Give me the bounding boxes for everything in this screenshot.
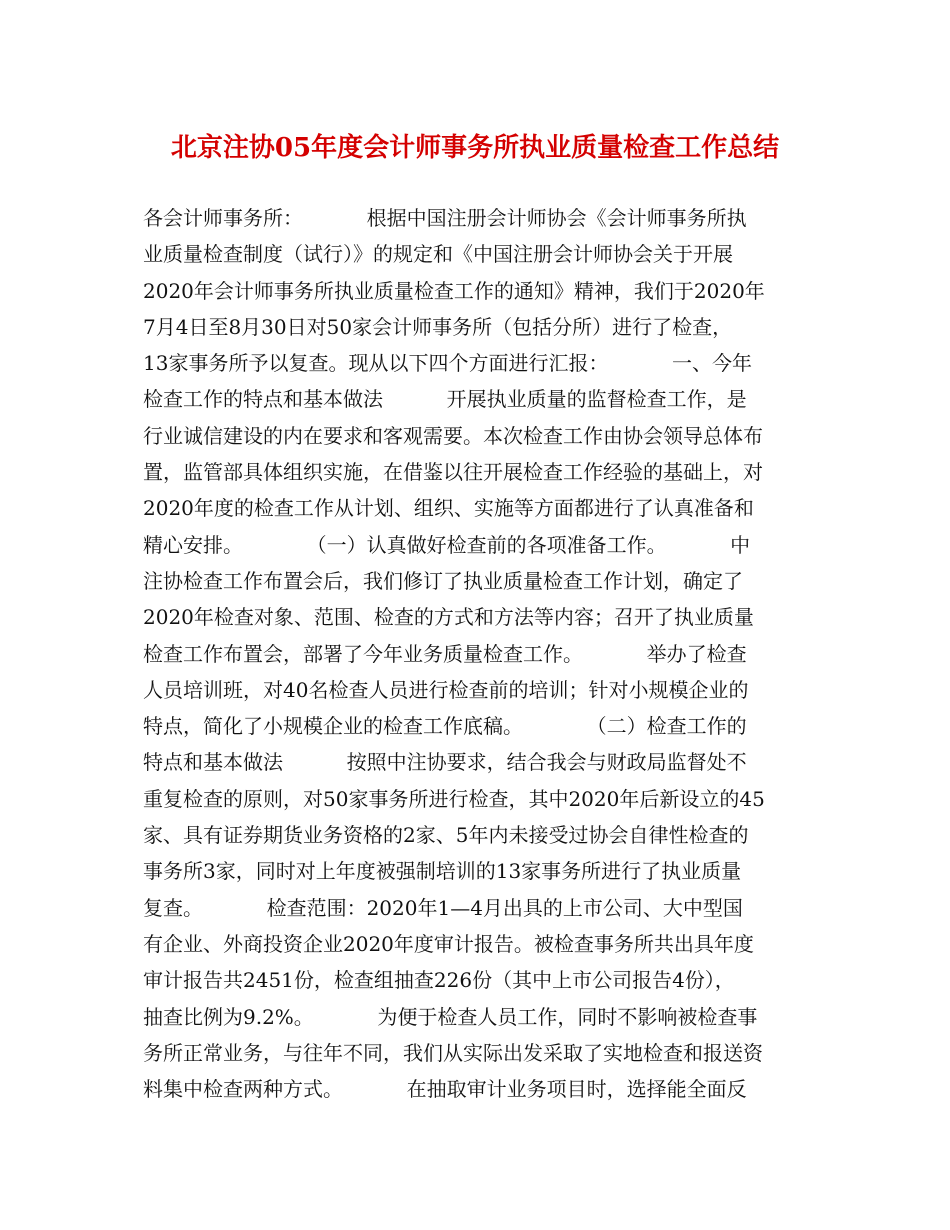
body-line: 置，监管部具体组织实施，在借鉴以往开展检查工作经验的基础上，对: [143, 460, 763, 485]
body-line: 料集中检查两种方式。 在抽取审计业务项目时，选择能全面反: [143, 1077, 747, 1102]
document-body: [143, 200, 823, 1107]
body-line: 有企业、外商投资企业2020年度审计报告。被检查事务所共出具年度: [143, 931, 754, 956]
body-line: 行业诚信建设的内在要求和客观需要。本次检查工作由协会领导总体布: [143, 423, 763, 448]
body-line: 抽查比例为9.2%。 为便于检查人员工作，同时不影响被检查事: [143, 1004, 758, 1029]
body-line: 各会计师事务所： 根据中国注册会计师协会《会计师事务所执: [143, 206, 747, 230]
body-line: 重复检查的原则，对50家事务所进行检查，其中2020年后新设立的45: [143, 786, 765, 811]
body-line: 精心安排。 （一）认真做好检查前的各项准备工作。 中: [143, 532, 751, 557]
body-line: 2020年度的检查工作从计划、组织、实施等方面都进行了认真准备和: [143, 496, 754, 521]
body-line: 特点和基本做法 按照中注协要求，结合我会与财政局监督处不: [143, 750, 747, 775]
body-line: 7月4日至8月30日对50家会计师事务所（包括分所）进行了检查，: [143, 314, 733, 339]
body-line: 复查。 检查范围：2020年1—4月出具的上市公司、大中型国: [143, 895, 743, 920]
body-line: 事务所3家，同时对上年度被强制培训的13家事务所进行了执业质量: [143, 859, 742, 884]
body-line: 务所正常业务，与往年不同，我们从实际出发采取了实地检查和报送资: [143, 1040, 763, 1065]
body-line: 特点，简化了小规模企业的检查工作底稿。 （二）检查工作的: [143, 714, 747, 739]
body-line: 注协检查工作布置会后，我们修订了执业质量检查工作计划，确定了: [143, 568, 743, 593]
body-line: 家、具有证券期货业务资格的2家、5年内未接受过协会自律性检查的: [143, 823, 749, 848]
body-line: 2020年会计师事务所执业质量检查工作的通知》精神，我们于2020年: [143, 278, 765, 303]
body-line: 检查工作布置会，部署了今年业务质量检查工作。 举办了检查: [143, 641, 747, 666]
body-line: 人员培训班，对40名检查人员进行检查前的培训；针对小规模企业的: [143, 677, 749, 702]
body-line: 检查工作的特点和基本做法 开展执业质量的监督检查工作，是: [143, 387, 747, 412]
body-line: 审计报告共2451份，检查组抽查226份（其中上市公司报告4份），: [143, 968, 735, 993]
body-line: 2020年检查对象、范围、检查的方式和方法等内容；召开了执业质量: [143, 605, 754, 630]
body-line: 13家事务所予以复查。现从以下四个方面进行汇报： 一、今年: [143, 351, 753, 376]
body-line: 业质量检查制度（试行）》的规定和《中国注册会计师协会关于开展: [143, 242, 733, 267]
document-title: 北京注协05年度会计师事务所执业质量检查工作总结: [170, 133, 780, 163]
